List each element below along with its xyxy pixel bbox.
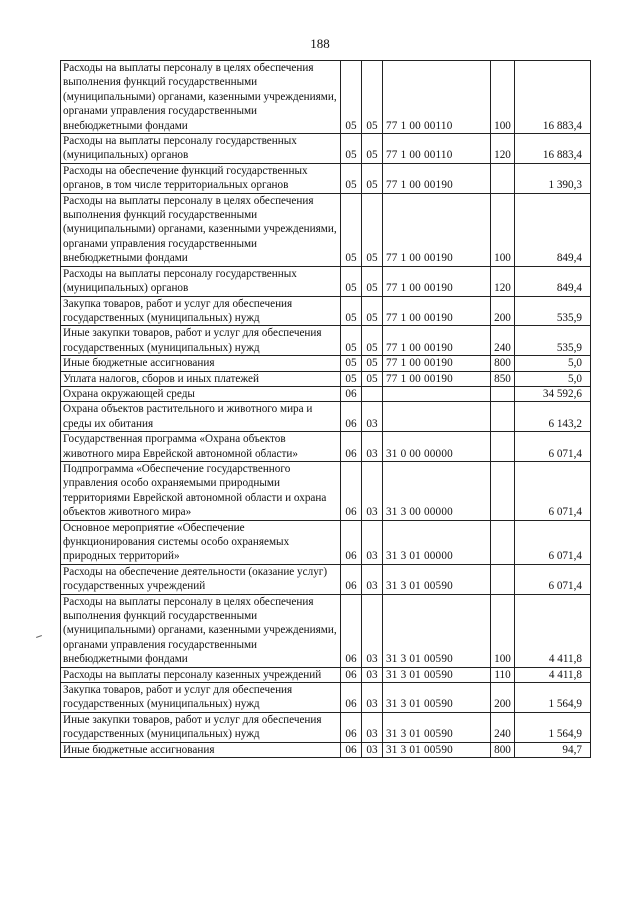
- row-description: Иные бюджетные ассигнования: [61, 742, 341, 757]
- subsection-code: 05: [362, 356, 383, 371]
- amount: 6 143,2: [515, 402, 591, 432]
- expense-type-code: 800: [491, 356, 515, 371]
- section-code: 05: [341, 371, 362, 386]
- target-article-code: 77 1 00 00190: [383, 371, 491, 386]
- table-row: [61, 461, 591, 520]
- expense-type-code: 240: [491, 326, 515, 356]
- target-article-code: 77 1 00 00190: [383, 296, 491, 326]
- subsection-code: 05: [362, 163, 383, 193]
- row-description: Иные бюджетные ассигнования: [61, 356, 341, 371]
- row-description: Расходы на выплаты персоналу в целях обеспечения выполнения функций государственными (муниципальными) органами, казенными учреждениями, органами управления государственными внебюджетными фондами: [61, 594, 341, 667]
- amount: 849,4: [515, 193, 591, 266]
- subsection-code: 03: [362, 742, 383, 757]
- subsection-code: 05: [362, 193, 383, 266]
- amount: 5,0: [515, 356, 591, 371]
- target-article-code: [383, 402, 491, 432]
- section-code: 06: [341, 432, 362, 462]
- subsection-code: 03: [362, 461, 383, 520]
- budget-table: [60, 60, 591, 758]
- target-article-code: 77 1 00 00190: [383, 193, 491, 266]
- row-description: Охрана окружающей среды: [61, 386, 341, 401]
- row-description: Расходы на выплаты персоналу в целях обеспечения выполнения функций государственными (муниципальными) органами, казенными учреждениями, органами управления государственными внебюджетными фондами: [61, 61, 341, 134]
- table-row: [61, 266, 591, 296]
- target-article-code: 31 3 01 00590: [383, 742, 491, 757]
- subsection-code: 05: [362, 371, 383, 386]
- target-article-code: 77 1 00 00190: [383, 163, 491, 193]
- row-description: Уплата налогов, сборов и иных платежей: [61, 371, 341, 386]
- table-row: [61, 326, 591, 356]
- section-code: 06: [341, 683, 362, 713]
- subsection-code: 05: [362, 296, 383, 326]
- row-description: Расходы на выплаты персоналу государственных (муниципальных) органов: [61, 266, 341, 296]
- budget-table-body: [61, 61, 591, 758]
- row-description: Государственная программа «Охрана объектов животного мира Еврейской автономной области»: [61, 432, 341, 462]
- table-row: [61, 386, 591, 401]
- subsection-code: 03: [362, 683, 383, 713]
- table-row: [61, 683, 591, 713]
- subsection-code: 05: [362, 326, 383, 356]
- section-code: 06: [341, 402, 362, 432]
- amount: 5,0: [515, 371, 591, 386]
- section-code: 05: [341, 163, 362, 193]
- subsection-code: 05: [362, 134, 383, 164]
- amount: 6 071,4: [515, 520, 591, 564]
- row-description: Расходы на выплаты персоналу государственных (муниципальных) органов: [61, 134, 341, 164]
- amount: 1 390,3: [515, 163, 591, 193]
- section-code: 06: [341, 742, 362, 757]
- expense-type-code: 200: [491, 296, 515, 326]
- section-code: 06: [341, 667, 362, 682]
- expense-type-code: [491, 402, 515, 432]
- target-article-code: 31 3 00 00000: [383, 461, 491, 520]
- expense-type-code: 800: [491, 742, 515, 757]
- row-description: Закупка товаров, работ и услуг для обеспечения государственных (муниципальных) нужд: [61, 683, 341, 713]
- table-row: [61, 134, 591, 164]
- amount: 6 071,4: [515, 564, 591, 594]
- expense-type-code: [491, 461, 515, 520]
- table-row: [61, 371, 591, 386]
- amount: 16 883,4: [515, 61, 591, 134]
- table-row: [61, 742, 591, 757]
- section-code: 05: [341, 356, 362, 371]
- amount: 16 883,4: [515, 134, 591, 164]
- expense-type-code: 110: [491, 667, 515, 682]
- row-description: Закупка товаров, работ и услуг для обеспечения государственных (муниципальных) нужд: [61, 296, 341, 326]
- table-row: [61, 296, 591, 326]
- amount: 535,9: [515, 296, 591, 326]
- target-article-code: 31 3 01 00590: [383, 594, 491, 667]
- subsection-code: 05: [362, 61, 383, 134]
- target-article-code: 77 1 00 00190: [383, 356, 491, 371]
- target-article-code: 31 0 00 00000: [383, 432, 491, 462]
- amount: 6 071,4: [515, 461, 591, 520]
- table-row: [61, 564, 591, 594]
- target-article-code: 31 3 01 00590: [383, 712, 491, 742]
- expense-type-code: 120: [491, 266, 515, 296]
- table-row: [61, 667, 591, 682]
- expense-type-code: 200: [491, 683, 515, 713]
- section-code: 06: [341, 564, 362, 594]
- row-description: Иные закупки товаров, работ и услуг для обеспечения государственных (муниципальных) нужд: [61, 712, 341, 742]
- target-article-code: 77 1 00 00190: [383, 266, 491, 296]
- amount: 535,9: [515, 326, 591, 356]
- amount: 1 564,9: [515, 712, 591, 742]
- row-description: Основное мероприятие «Обеспечение функционирования системы особо охраняемых природных территорий»: [61, 520, 341, 564]
- section-code: 05: [341, 266, 362, 296]
- amount: 94,7: [515, 742, 591, 757]
- table-row: [61, 432, 591, 462]
- subsection-code: 03: [362, 667, 383, 682]
- target-article-code: 31 3 01 00000: [383, 520, 491, 564]
- subsection-code: 03: [362, 432, 383, 462]
- table-row: [61, 163, 591, 193]
- row-description: Охрана объектов растительного и животного мира и среды их обитания: [61, 402, 341, 432]
- section-code: 06: [341, 520, 362, 564]
- amount: 1 564,9: [515, 683, 591, 713]
- amount: 34 592,6: [515, 386, 591, 401]
- table-row: [61, 712, 591, 742]
- target-article-code: 77 1 00 00190: [383, 326, 491, 356]
- row-description: Расходы на обеспечение функций государственных органов, в том числе территориальных органов: [61, 163, 341, 193]
- amount: 4 411,8: [515, 667, 591, 682]
- section-code: 06: [341, 712, 362, 742]
- expense-type-code: 100: [491, 61, 515, 134]
- expense-type-code: 120: [491, 134, 515, 164]
- subsection-code: 03: [362, 594, 383, 667]
- expense-type-code: [491, 163, 515, 193]
- table-row: [61, 61, 591, 134]
- section-code: 06: [341, 594, 362, 667]
- target-article-code: 77 1 00 00110: [383, 134, 491, 164]
- target-article-code: [383, 386, 491, 401]
- expense-type-code: 100: [491, 193, 515, 266]
- row-description: Расходы на обеспечение деятельности (оказание услуг) государственных учреждений: [61, 564, 341, 594]
- row-description: Подпрограмма «Обеспечение государственного управления особо охраняемыми природными территориями Еврейской автономной области и охрана объектов животного мира»: [61, 461, 341, 520]
- target-article-code: 31 3 01 00590: [383, 667, 491, 682]
- subsection-code: 03: [362, 712, 383, 742]
- section-code: 05: [341, 326, 362, 356]
- subsection-code: 03: [362, 402, 383, 432]
- target-article-code: 77 1 00 00110: [383, 61, 491, 134]
- target-article-code: 31 3 01 00590: [383, 564, 491, 594]
- page-number: 188: [310, 36, 330, 51]
- subsection-code: 03: [362, 520, 383, 564]
- expense-type-code: [491, 386, 515, 401]
- expense-type-code: 850: [491, 371, 515, 386]
- row-description: Иные закупки товаров, работ и услуг для обеспечения государственных (муниципальных) нужд: [61, 326, 341, 356]
- section-code: 06: [341, 461, 362, 520]
- subsection-code: [362, 386, 383, 401]
- table-row: [61, 520, 591, 564]
- section-code: 05: [341, 134, 362, 164]
- section-code: 06: [341, 386, 362, 401]
- expense-type-code: 240: [491, 712, 515, 742]
- amount: 849,4: [515, 266, 591, 296]
- row-description: Расходы на выплаты персоналу казенных учреждений: [61, 667, 341, 682]
- amount: 4 411,8: [515, 594, 591, 667]
- expense-type-code: [491, 520, 515, 564]
- table-row: [61, 356, 591, 371]
- row-description: Расходы на выплаты персоналу в целях обеспечения выполнения функций государственными (муниципальными) органами, казенными учреждениями, органами управления государственными внебюджетными фондами: [61, 193, 341, 266]
- amount: 6 071,4: [515, 432, 591, 462]
- subsection-code: 03: [362, 564, 383, 594]
- target-article-code: 31 3 01 00590: [383, 683, 491, 713]
- expense-type-code: [491, 564, 515, 594]
- section-code: 05: [341, 193, 362, 266]
- section-code: 05: [341, 61, 362, 134]
- expense-type-code: 100: [491, 594, 515, 667]
- scan-mark: [36, 635, 42, 638]
- section-code: 05: [341, 296, 362, 326]
- table-row: [61, 594, 591, 667]
- table-row: [61, 193, 591, 266]
- table-row: [61, 402, 591, 432]
- expense-type-code: [491, 432, 515, 462]
- subsection-code: 05: [362, 266, 383, 296]
